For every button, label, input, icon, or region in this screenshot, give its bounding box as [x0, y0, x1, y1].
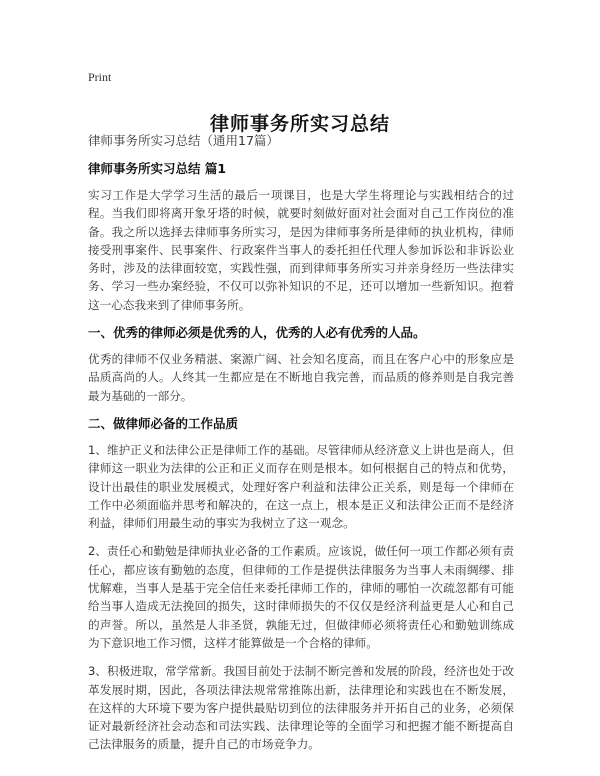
- print-link[interactable]: Print: [88, 70, 112, 84]
- article-body: [88, 132, 514, 764]
- section-1-paragraph: 优秀的律师不仅业务精湛、案源广阔、社会知名度高，而且在客户心中的形象应是品质高尚的人。人终其一生都应是在不断地自我完善，而品质的修养则是自我完善最为基础的一部分。: [88, 352, 514, 403]
- point-3-paragraph: 3、积极进取，常学常新。我国目前处于法制不断完善和发展的阶段，经济也处于改革发展时期，因此，各项法律法规常常推陈出新，法律理论和实践也在不断发展，在这样的大环境下要为客户提供最贴切到位的法律服务并开拓自己的业务，必须保证对最新经济社会动态和司法实践、法律理论等的全面学习和把握才能不断提高自己法律服务的质量，提升自己的市场竞争力。: [88, 664, 514, 752]
- point-1-paragraph: 1、维护正义和法律公正是律师工作的基础。尽管律师从经济意义上讲也是商人，但律师这一职业为法律的公正和正义而存在则是根本。如何根据自己的特点和优势，设计出最佳的职业发展模式，处理好客户利益和法律公正关系，则是每一个律师在工作中必须面临并思考和解决的，在这一点上，根本是正义和法律公正而不是经济利益，律师们用最生动的事实为我树立了这一观念。: [88, 442, 514, 531]
- section-2-heading: 二、做律师必备的工作品质: [88, 415, 239, 431]
- article-heading: 律师事务所实习总结 篇1: [88, 161, 227, 176]
- section-1-heading: 一、优秀的律师必须是优秀的人，优秀的人必有优秀的人品。: [88, 325, 426, 341]
- point-2-paragraph: 2、责任心和勤勉是律师执业必备的工作素质。应该说，做任何一项工作都必须有责任心，都应该有勤勉的态度，但律师的工作是提供法律服务为当事人未雨绸缪、排忧解难，当事人是基于完全信任来委托律师工作的，律师的哪怕一次疏忽都有可能给当事人造成无法挽回的损失，这时律师损失的不仅仅是经济利益更是人心和自己的声誉。所以，虽然是人非圣贤，孰能无过，但做律师必须将责任心和勤勉训练成为下意识地工作习惯，这样才能算做是一个合格的律师。: [88, 544, 514, 650]
- intro-paragraph: 实习工作是大学学习生活的最后一项课目，也是大学生将理论与实践相结合的过程。当我们即将离开象牙塔的时候，就要时刻做好面对社会面对自己工作岗位的准备。我之所以选择去律师事务所实习，是因为律师事务所是律师的执业机构，律师接受刑事案件、民事案件、行政案件当事人的委托担任代理人参加诉讼和非诉讼业务时，涉及的法律面较宽，实践性强，而到律师事务所实习并亲身经历一些法律实务、学习一些办案经验，不仅可以弥补知识的不足，还可以增加一些新知识。抱着这一心态我来到了律师事务所。: [88, 188, 514, 312]
- page-title: 律师事务所实习总结: [209, 112, 390, 135]
- document-subtitle: 律师事务所实习总结（通用17篇）: [88, 133, 279, 148]
